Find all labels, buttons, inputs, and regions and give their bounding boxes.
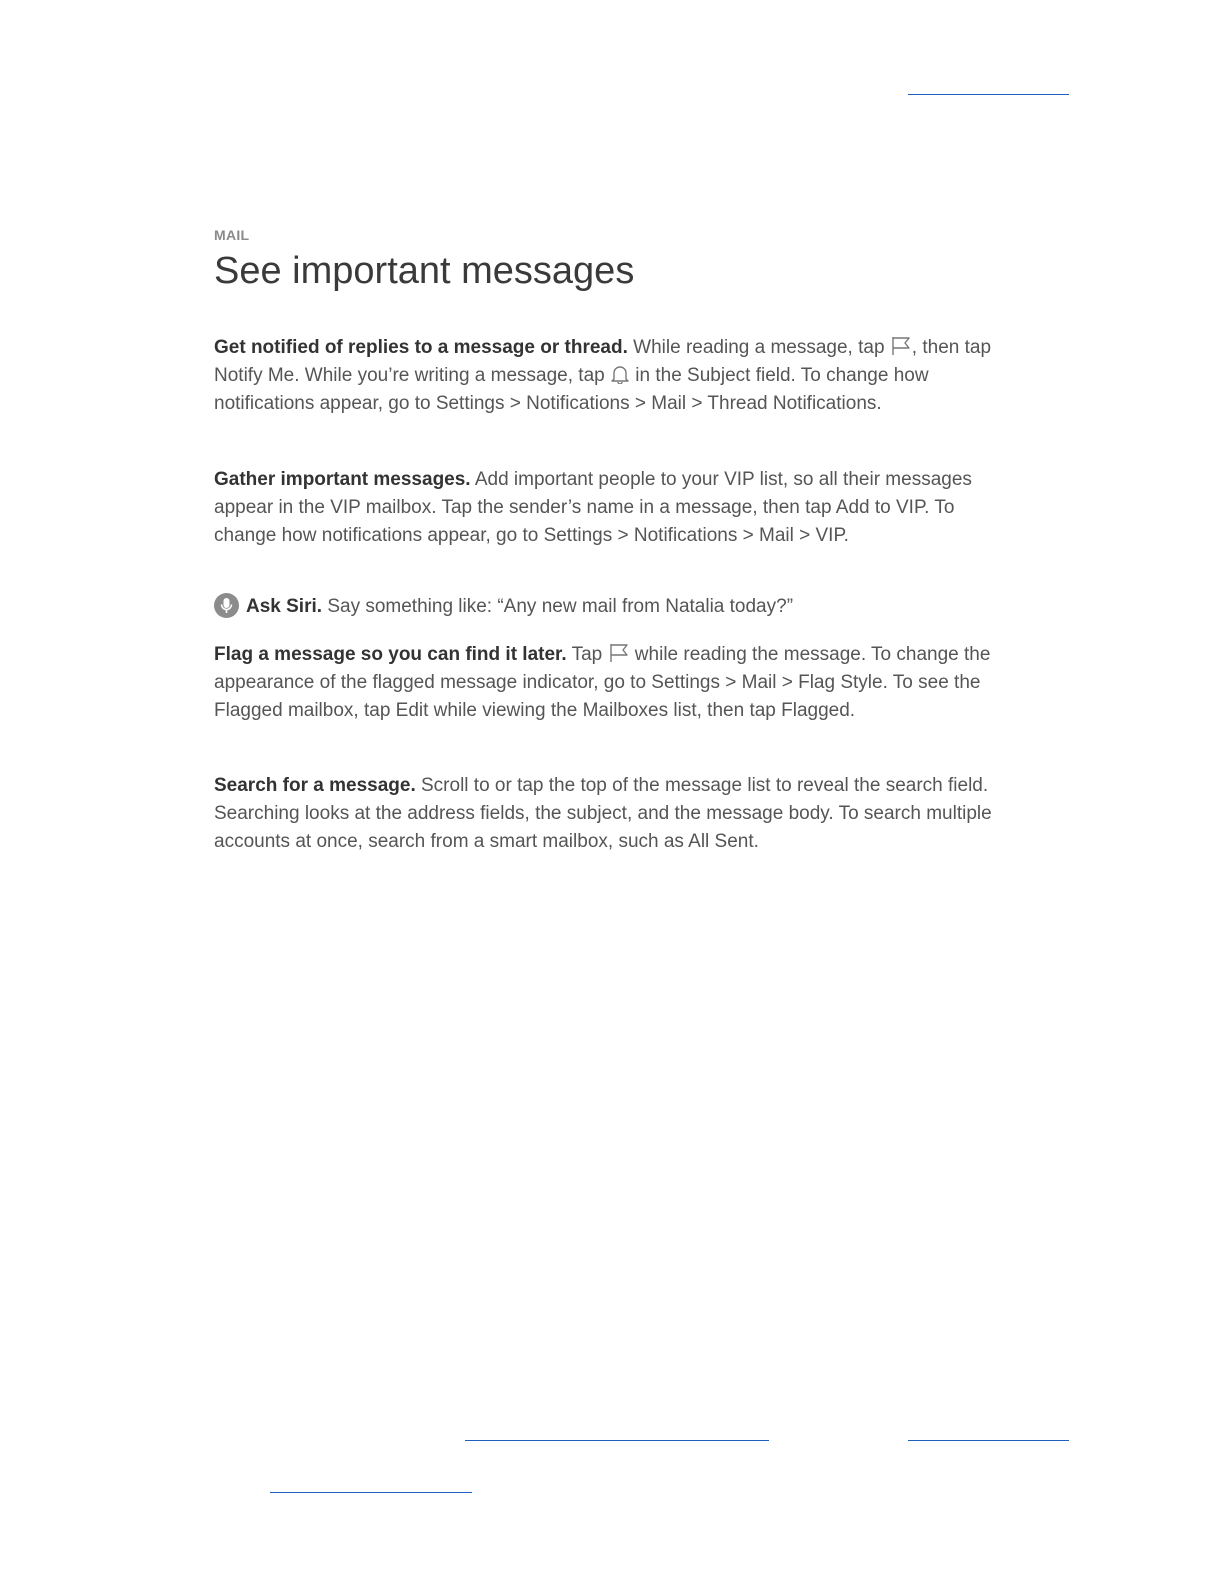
footer-link-rule[interactable] — [270, 1492, 472, 1493]
paragraph-search — [214, 772, 994, 856]
paragraph-lead: Search for a message. — [214, 775, 416, 796]
paragraph-lead: Gather important messages. — [214, 469, 471, 490]
paragraph-text: Add important people to your VIP list, so all their messages appear in the VIP mailbox. Tap the sender’s name in a message, then tap Add to VIP. To change how notifications appear, go to Settings > Notifications > Mail > VIP. — [214, 469, 972, 546]
paragraph-text: in the Subject field. To change how notifications appear, go to Settings > Notifications > Mail > Thread Notifications. — [214, 365, 929, 414]
paragraph-text: Say something like: “Any new mail from Natalia today?” — [322, 596, 794, 617]
paragraph-text: While reading a message, tap — [627, 337, 890, 358]
paragraph-lead: Flag a message so you can find it later. — [214, 644, 567, 665]
paragraph-lead: Ask Siri. — [246, 596, 323, 617]
header-link-rule[interactable] — [908, 94, 1069, 95]
paragraph-text: Scroll to or tap the top of the message list to reveal the search field. Searching looks at the address fields, the subject, and the message body. To search multiple accounts at once, search from a smart mailbox, such as All Sent. — [214, 775, 992, 852]
paragraph-vip — [214, 466, 994, 550]
section-label: MAIL — [214, 227, 250, 243]
paragraph-text: while reading the message. To change the appearance of the flagged message indicator, go to Settings > Mail > Flag Style. To see the Flagged mailbox, tap Edit while viewing the Mailboxes list, then tap Flagged. — [214, 644, 991, 721]
bell-icon — [610, 364, 630, 384]
paragraph-ask-siri — [214, 593, 994, 621]
paragraph-notify-replies — [214, 334, 994, 418]
siri-icon — [214, 593, 239, 618]
flag-icon — [608, 643, 630, 663]
paragraph-flag — [214, 641, 994, 725]
footer-link-rule[interactable] — [908, 1440, 1069, 1441]
footer-link-rule[interactable] — [465, 1440, 769, 1441]
paragraph-text: , then tap Notify Me. While you’re writing a message, tap — [214, 337, 992, 386]
flag-icon — [890, 336, 912, 356]
page-title: See important messages — [214, 250, 635, 292]
paragraph-text: Tap — [566, 644, 608, 665]
paragraph-lead: Get notified of replies to a message or thread. — [214, 337, 628, 358]
